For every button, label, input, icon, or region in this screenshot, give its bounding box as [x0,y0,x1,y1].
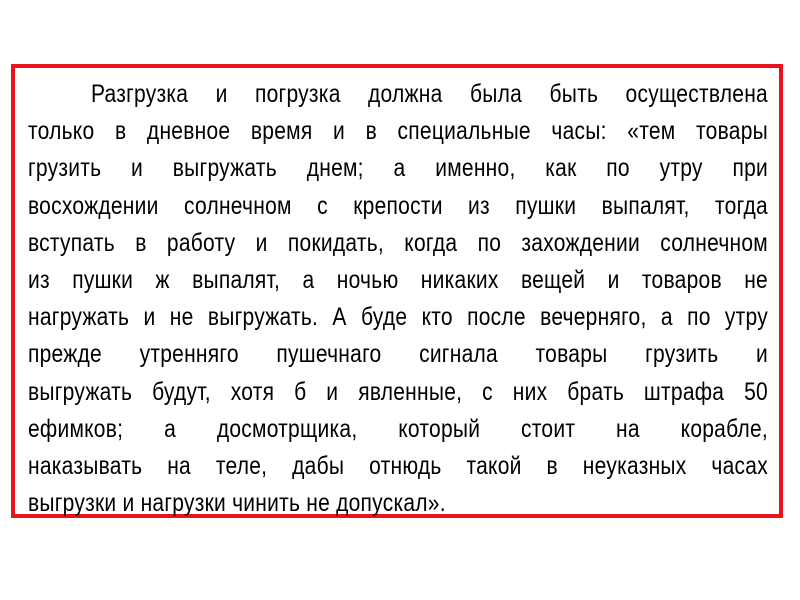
text-line-content: Разгрузка и погрузка должна была быть осуществлена [91,80,768,108]
text-line: наказывать на теле, дабы отнюдь такой в неуказных часах [28,451,768,480]
document-paragraph [28,76,768,522]
text-line: из пушки ж выпалят, а ночью никаких вещей и товаров не [28,265,768,294]
text-line: выгружать будут, хотя б и явленные, с них брать штрафа 50 [28,377,768,406]
text-line: восхождении солнечном с крепости из пушки выпалят, тогда [28,191,768,220]
text-line [28,76,768,113]
text-line: прежде утренняго пушечнаго сигнала товары грузить и [28,340,768,369]
text-line: выгрузки и нагрузки чинить не допускал». [28,489,446,518]
text-line: нагружать и не выгружать. А буде кто после вечерняго, а по утру [28,303,768,332]
text-line: ефимков; а досмотрщика, который стоит на корабле, [28,414,768,443]
text-line: только в дневное время и в специальные часы: «тем товары [28,117,768,146]
document-frame [11,64,783,518]
text-line: вступать в работу и покидать, когда по захождении солнечном [28,228,768,257]
text-line: грузить и выгружать днем; а именно, как по утру при [28,154,768,183]
